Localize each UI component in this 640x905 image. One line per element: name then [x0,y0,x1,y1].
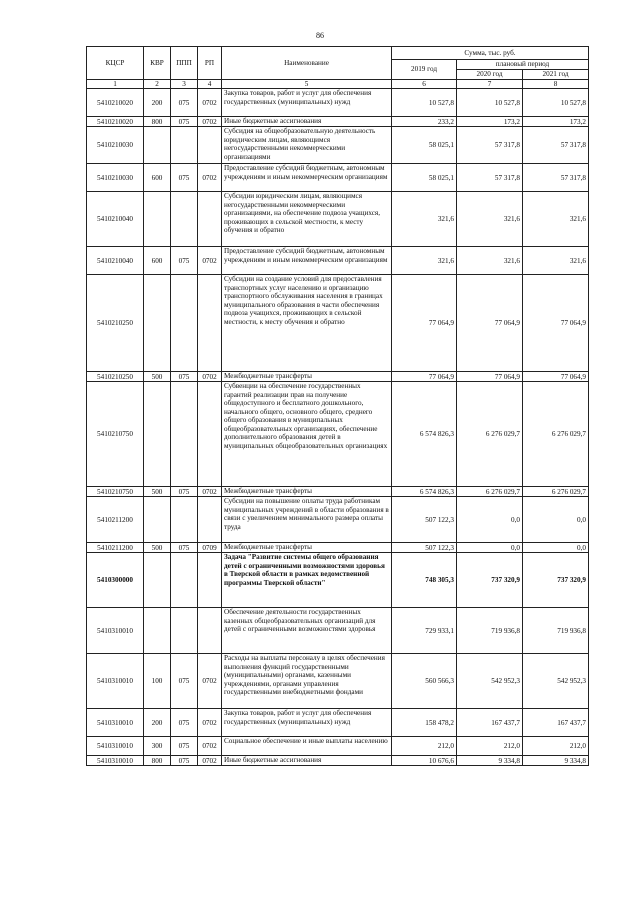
amount-2020-cell: 542 952,3 [457,654,523,709]
rp-cell [198,275,222,372]
amount-2019-cell: 233,2 [392,117,457,127]
amount-2021-cell: 737 320,9 [523,553,589,608]
amount-2020-cell: 167 437,7 [457,709,523,737]
name-cell: Субвенции на обеспечение государственных гарантий реализации прав на получение общедоступного и бесплатного дошкольного, начального общего, основного общего, среднего общего образования в муниципальных общеобразовательных организациях, обеспечение дополнительного образования детей в муниципальных общеобразовательных организациях [222,382,392,487]
ppp-cell: 075 [171,247,198,275]
amount-2019-cell: 158 478,2 [392,709,457,737]
rp-cell [198,192,222,247]
kcsr-cell: 5410310010 [87,709,144,737]
header-ppp: ППП [171,47,198,80]
table-row [87,608,589,654]
amount-2020-cell: 57 317,8 [457,127,523,164]
kvr-cell: 800 [144,117,171,127]
ppp-cell: 075 [171,372,198,382]
rp-cell: 0702 [198,372,222,382]
amount-2019-cell: 77 064,9 [392,372,457,382]
kvr-cell: 200 [144,89,171,117]
name-cell: Задача "Развитие системы общего образования детей с ограниченными возможностями здоровья в Тверской области в рамках ведомственной программы Тверской области" [222,553,392,608]
amount-2020-cell: 173,2 [457,117,523,127]
amount-2019-cell: 6 574 826,3 [392,382,457,487]
amount-2019-cell: 58 025,1 [392,127,457,164]
amount-2019-cell: 560 566,3 [392,654,457,709]
rp-cell: 0702 [198,247,222,275]
budget-table [86,46,589,766]
ppp-cell [171,553,198,608]
amount-2021-cell: 0,0 [523,497,589,543]
table-row [87,164,589,192]
ppp-cell: 075 [171,164,198,192]
kcsr-cell: 5410210040 [87,192,144,247]
kvr-cell: 100 [144,654,171,709]
column-number: 3 [171,80,198,89]
kvr-cell [144,608,171,654]
ppp-cell [171,382,198,487]
column-number: 7 [457,80,523,89]
name-cell: Субсидии юридическим лицам, являющимся негосударственными некоммерческими организациями, на обеспечение подвоза учащихся, проживающих в сельской местности, к месту обучения и обратно [222,192,392,247]
rp-cell: 0702 [198,737,222,756]
rp-cell: 0702 [198,164,222,192]
amount-2019-cell: 6 574 826,3 [392,487,457,497]
kcsr-cell: 5410310010 [87,756,144,766]
amount-2019-cell: 729 933,1 [392,608,457,654]
amount-2019-cell: 321,6 [392,192,457,247]
amount-2020-cell: 321,6 [457,247,523,275]
ppp-cell: 075 [171,543,198,553]
table-row [87,382,589,487]
name-cell: Межбюджетные трансферты [222,372,392,382]
name-cell: Иные бюджетные ассигнования [222,756,392,766]
column-number: 8 [523,80,589,89]
amount-2021-cell: 6 276 029,7 [523,382,589,487]
rp-cell: 0702 [198,117,222,127]
rp-cell: 0702 [198,89,222,117]
ppp-cell [171,608,198,654]
column-number: 2 [144,80,171,89]
rp-cell [198,382,222,487]
amount-2019-cell: 212,0 [392,737,457,756]
kvr-cell: 300 [144,737,171,756]
amount-2020-cell: 6 276 029,7 [457,382,523,487]
name-cell: Межбюджетные трансферты [222,487,392,497]
kvr-cell [144,127,171,164]
amount-2020-cell: 6 276 029,7 [457,487,523,497]
kvr-cell [144,192,171,247]
amount-2021-cell: 719 936,8 [523,608,589,654]
kcsr-cell: 5410210030 [87,127,144,164]
rp-cell [198,608,222,654]
amount-2020-cell: 10 527,8 [457,89,523,117]
page-number: 86 [316,31,324,40]
amount-2019-cell: 58 025,1 [392,164,457,192]
kcsr-cell: 5410310010 [87,737,144,756]
amount-2021-cell: 321,6 [523,247,589,275]
amount-2020-cell: 77 064,9 [457,275,523,372]
name-cell: Социальное обеспечение и иные выплаты населению [222,737,392,756]
amount-2021-cell: 77 064,9 [523,372,589,382]
column-number: 4 [198,80,222,89]
kvr-cell: 800 [144,756,171,766]
header-kcsr: КЦСР [87,47,144,80]
ppp-cell [171,192,198,247]
table-row [87,275,589,372]
name-cell: Предоставление субсидий бюджетным, автономным учреждениям и иным некоммерческим организациям [222,247,392,275]
amount-2019-cell: 507 122,3 [392,543,457,553]
amount-2020-cell: 321,6 [457,192,523,247]
amount-2021-cell: 321,6 [523,192,589,247]
amount-2021-cell: 167 437,7 [523,709,589,737]
kvr-cell [144,553,171,608]
kvr-cell: 500 [144,487,171,497]
column-number: 6 [392,80,457,89]
amount-2019-cell: 10 527,8 [392,89,457,117]
kvr-cell: 500 [144,543,171,553]
amount-2021-cell: 0,0 [523,543,589,553]
kcsr-cell: 5410211200 [87,543,144,553]
amount-2020-cell: 0,0 [457,543,523,553]
kvr-cell [144,382,171,487]
table-row [87,89,589,117]
table-row [87,709,589,737]
table-row [87,117,589,127]
name-cell: Субсидии на создание условий для предоставления транспортных услуг населению и организацию транспортного обслуживания населения в границах муниципального образования в части обеспечения подвоза учащихся, проживающих в сельской местности, к месту обучения и обратно [222,275,392,372]
rp-cell: 0702 [198,487,222,497]
ppp-cell [171,275,198,372]
amount-2020-cell: 77 064,9 [457,372,523,382]
table-row [87,553,589,608]
amount-2020-cell: 0,0 [457,497,523,543]
table-row [87,127,589,164]
header-sum: Сумма, тыс. руб. [392,47,589,60]
rp-cell: 0702 [198,756,222,766]
kcsr-cell: 5410310010 [87,654,144,709]
name-cell: Предоставление субсидий бюджетным, автономным учреждениям и иным некоммерческим организациям [222,164,392,192]
kvr-cell: 500 [144,372,171,382]
header-2021: 2021 год [523,70,589,80]
name-cell: Обеспечение деятельности государственных казенных общеобразовательных организаций для детей с ограниченными возможностями здоровья [222,608,392,654]
rp-cell: 0702 [198,654,222,709]
column-number: 1 [87,80,144,89]
ppp-cell: 075 [171,756,198,766]
header-kvr: КВР [144,47,171,80]
amount-2021-cell: 77 064,9 [523,275,589,372]
kcsr-cell: 5410210020 [87,117,144,127]
name-cell: Субсидии на повышение оплаты труда работникам муниципальных учреждений в области образования в связи с увеличением минимального размера оплаты труда [222,497,392,543]
kcsr-cell: 5410210040 [87,247,144,275]
kvr-cell: 200 [144,709,171,737]
amount-2021-cell: 10 527,8 [523,89,589,117]
table-row [87,247,589,275]
ppp-cell: 075 [171,117,198,127]
column-number: 5 [222,80,392,89]
name-cell: Межбюджетные трансферты [222,543,392,553]
table-row [87,543,589,553]
ppp-cell [171,127,198,164]
table-row [87,497,589,543]
name-cell: Закупка товаров, работ и услуг для обеспечения государственных (муниципальных) нужд [222,89,392,117]
ppp-cell: 075 [171,709,198,737]
ppp-cell: 075 [171,89,198,117]
amount-2020-cell: 9 334,8 [457,756,523,766]
rp-cell [198,127,222,164]
name-cell: Иные бюджетные ассигнования [222,117,392,127]
ppp-cell: 075 [171,487,198,497]
kcsr-cell: 5410210250 [87,372,144,382]
header-name: Наименование [222,47,392,80]
name-cell: Закупка товаров, работ и услуг для обеспечения государственных (муниципальных) нужд [222,709,392,737]
name-cell: Расходы на выплаты персоналу в целях обеспечения выполнения функций государственными (муниципальными) органами, казенными учреждениями, органами управления государственными внебюджетными фондами [222,654,392,709]
rp-cell: 0702 [198,709,222,737]
header-planned-period: плановый период [457,60,589,70]
ppp-cell [171,497,198,543]
amount-2020-cell: 719 936,8 [457,608,523,654]
kcsr-cell: 5410300000 [87,553,144,608]
kcsr-cell: 5410210750 [87,487,144,497]
rp-cell [198,553,222,608]
table-row [87,737,589,756]
kvr-cell [144,275,171,372]
amount-2019-cell: 748 305,3 [392,553,457,608]
kvr-cell: 600 [144,164,171,192]
amount-2021-cell: 57 317,8 [523,127,589,164]
amount-2021-cell: 542 952,3 [523,654,589,709]
amount-2020-cell: 212,0 [457,737,523,756]
amount-2019-cell: 10 676,6 [392,756,457,766]
amount-2021-cell: 212,0 [523,737,589,756]
kcsr-cell: 5410210750 [87,382,144,487]
amount-2021-cell: 173,2 [523,117,589,127]
table-row [87,654,589,709]
amount-2021-cell: 6 276 029,7 [523,487,589,497]
amount-2020-cell: 57 317,8 [457,164,523,192]
name-cell: Субсидия на общеобразовательную деятельность юридическим лицам, являющимся негосударственными некоммерческими организациями [222,127,392,164]
amount-2021-cell: 9 334,8 [523,756,589,766]
header-2019: 2019 год [392,60,457,80]
kcsr-cell: 5410210030 [87,164,144,192]
kvr-cell [144,497,171,543]
amount-2020-cell: 737 320,9 [457,553,523,608]
table-row [87,192,589,247]
ppp-cell: 075 [171,737,198,756]
amount-2019-cell: 77 064,9 [392,275,457,372]
kcsr-cell: 5410211200 [87,497,144,543]
kcsr-cell: 5410210020 [87,89,144,117]
header-2020: 2020 год [457,70,523,80]
table-row [87,372,589,382]
kcsr-cell: 5410310010 [87,608,144,654]
rp-cell: 0709 [198,543,222,553]
table-row [87,756,589,766]
kcsr-cell: 5410210250 [87,275,144,372]
amount-2019-cell: 321,6 [392,247,457,275]
amount-2021-cell: 57 317,8 [523,164,589,192]
header-rp: РП [198,47,222,80]
amount-2019-cell: 507 122,3 [392,497,457,543]
rp-cell [198,497,222,543]
table-row [87,487,589,497]
ppp-cell: 075 [171,654,198,709]
kvr-cell: 600 [144,247,171,275]
